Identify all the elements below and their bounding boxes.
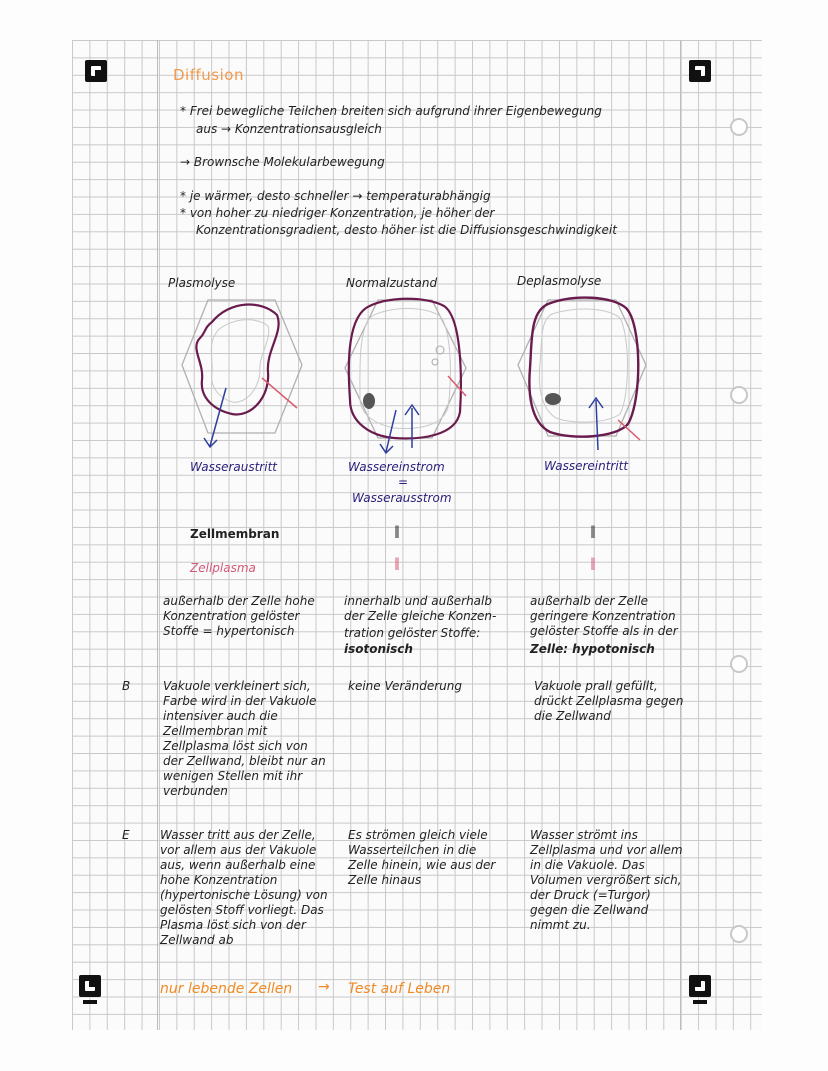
solution-deplasmolyse-b: Zelle: hypotonisch [530,642,655,656]
label-wassereinstrom: Wassereinstrom [348,460,445,474]
label-wasserausstrom: Wasserausstrom [352,491,452,505]
legend-zellmembran: Zellmembran [190,527,280,541]
page-title: Diffusion [173,66,244,84]
footer-test-auf-leben: Test auf Leben [348,981,451,997]
deplasmolyse-cell [518,298,646,450]
solution-plasmolyse: außerhalb der Zelle hohe Konzentration gelöster Stoffe = hypertonisch [163,594,315,638]
heading-plasmolyse: Plasmolyse [168,276,236,290]
heading-normalzustand: Normalzustand [346,276,438,290]
row-label-e: E [122,828,130,842]
solution-normal-a: innerhalb und außerhalb der Zelle gleiche Konzen- [344,594,497,623]
solution-normal-b: tration gelöster Stoffe: [344,626,481,640]
explanation-normal: Es strömen gleich viele Wasserteilchen in die Zelle hinein, wie aus der Zelle hinaus [348,828,496,887]
solution-deplasmolyse-a: außerhalb der Zelle geringere Konzentration gelöster Stoffe als in der [530,594,678,638]
bullet-4-line-1: * von hoher zu niedriger Konzentration, je höher der [180,206,495,220]
solution-normal-c: isotonisch [344,642,413,656]
label-equals: = [398,475,409,489]
bullet-3: * je wärmer, desto schneller → temperaturabhängig [180,189,491,203]
ditto-mark: ‖ [590,524,596,538]
observation-deplasmolyse: Vakuole prall gefüllt, drückt Zellplasma gegen die Zellwand [534,679,684,723]
bullet-1-line-2: aus → Konzentrationsausgleich [196,122,382,136]
ditto-mark: ‖ [394,524,400,538]
ditto-mark-pink: ‖ [394,556,400,570]
bullet-1-line-1: * Frei bewegliche Teilchen breiten sich aufgrund ihrer Eigenbewegung [180,104,602,118]
observation-normal: keine Veränderung [348,679,463,693]
footer-lebende-zellen: nur lebende Zellen [160,981,293,997]
legend-zellplasma: Zellplasma [190,561,256,575]
explanation-deplasmolyse: Wasser strömt ins Zellplasma und vor allem in die Vakuole. Das Volumen vergrößert sich, der Druck (=Turgor) gegen die Zellwand nimmt zu. [530,828,683,932]
bullet-2: → Brownsche Molekularbewegung [180,155,385,169]
footer-arrow: → [318,979,330,995]
normalzustand-cell [345,299,466,453]
label-wassereintritt: Wassereintritt [544,459,629,473]
plasmolyse-cell [182,300,302,447]
heading-deplasmolyse: Deplasmolyse [517,274,602,288]
bullet-4-line-2: Konzentrationsgradient, desto höher ist die Diffusionsgeschwindigkeit [196,223,617,237]
row-label-b: B [122,679,131,693]
ditto-mark-pink: ‖ [590,556,596,570]
label-wasseraustritt: Wasseraustritt [190,460,277,474]
observation-plasmolyse: Vakuole verkleinert sich, Farbe wird in der Vakuole intensiver auch die Zellmembran mit Zellplasma löst sich von der Zellwand, bleibt nur an wenigen Stellen mit ihr verbunden [163,679,326,798]
explanation-plasmolyse: Wasser tritt aus der Zelle, vor allem aus der Vakuole aus, wenn außerhalb eine hohe Konzentration (hypertonische Lösung) von gelösten Stoff vorliegt. Das Plasma löst sich von der Zellwand ab [160,828,328,947]
